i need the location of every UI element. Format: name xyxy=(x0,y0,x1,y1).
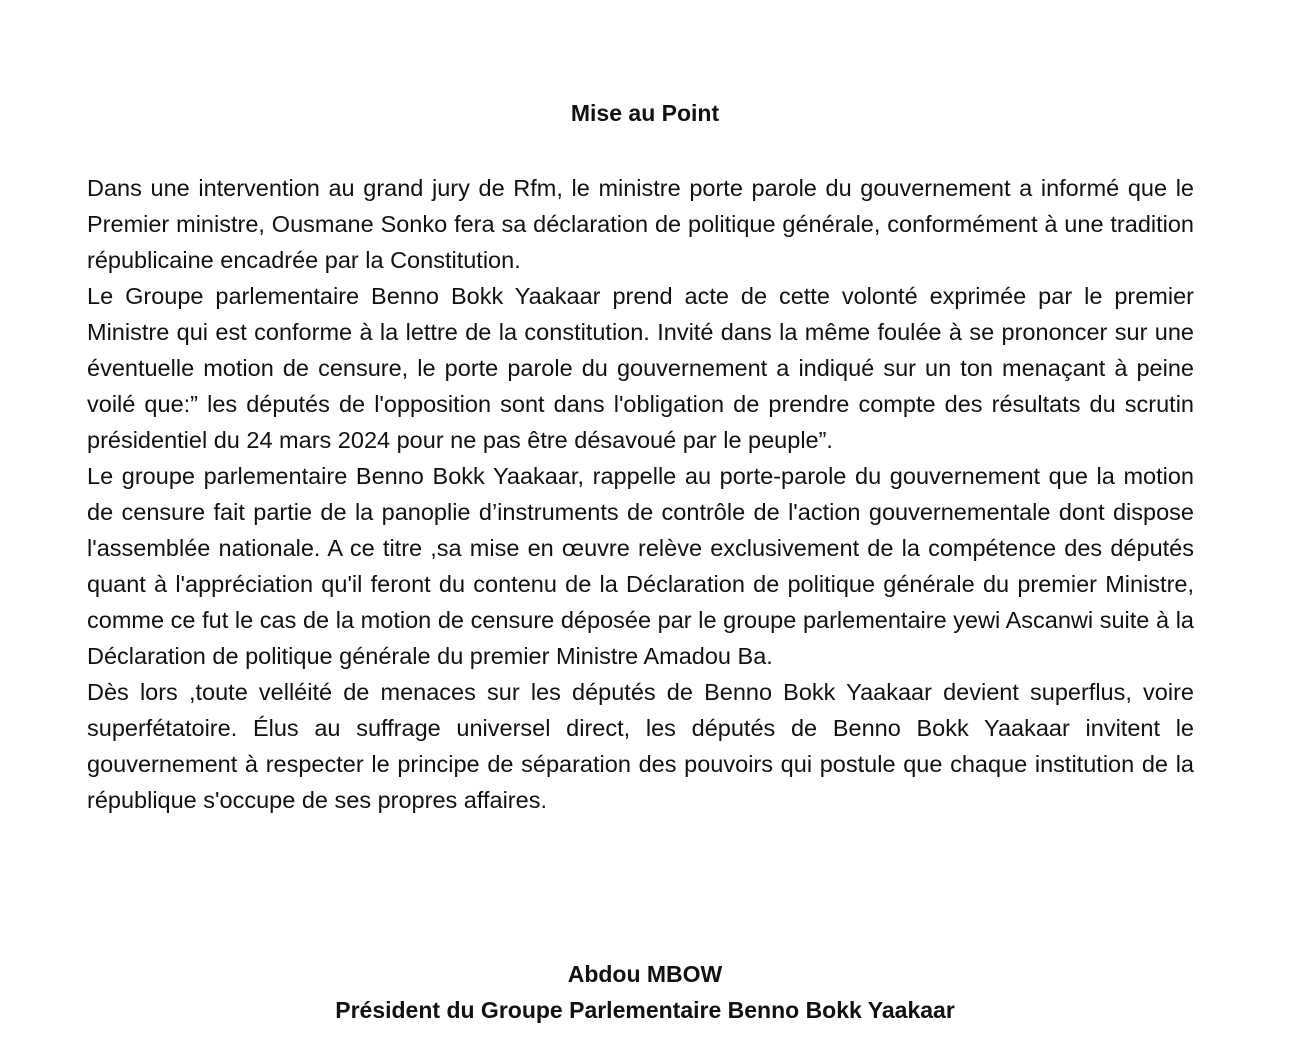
paragraph: Le groupe parlementaire Benno Bokk Yaakaar, rappelle au porte-parole du gouvernement que la motion de censure fait partie de la panoplie d’instruments de contrôle de l'action gouvernementale dont dispose l'assemblée nationale. A ce titre ,sa mise en œuvre relève exclusivement de la compétence des députés quant à l'appréciation qu'il feront du contenu de la Déclaration de politique générale du premier Ministre, comme ce fut le cas de la motion de censure déposée par le groupe parlementaire yewi Ascanwi suite à la Déclaration de politique générale du premier Ministre Amadou Ba. xyxy=(87,463,1194,669)
paragraph: Dès lors ,toute velléité de menaces sur les députés de Benno Bokk Yaakaar devient superflus, voire superfétatoire. Élus au suffrage universel direct, les députés de Benno Bokk Yaakaar invitent le gouvernement à respecter le principe de séparation des pouvoirs qui postule que chaque institution de la république s'occupe de ses propres affaires. xyxy=(87,679,1194,813)
paragraph: Le Groupe parlementaire Benno Bokk Yaakaar prend acte de cette volonté exprimée par le premier Ministre qui est conforme à la lettre de la constitution. Invité dans la même foulée à se prononcer sur une éventuelle motion de censure, le porte parole du gouvernement a indiqué sur un ton menaçant à peine voilé que:” les députés de l'opposition sont dans l'obligation de prendre compte des résultats du scrutin présidentiel du 24 mars 2024 pour ne pas être désavoué par le peuple”. xyxy=(87,283,1194,453)
signatory-name: Abdou MBOW xyxy=(567,961,723,987)
paragraph: Dans une intervention au grand jury de Rfm, le ministre porte parole du gouvernement a informé que le Premier ministre, Ousmane Sonko fera sa déclaration de politique générale, conformément à une tradition républicaine encadrée par la Constitution. xyxy=(87,175,1194,273)
signatory-role: Président du Groupe Parlementaire Benno Bokk Yaakaar xyxy=(335,997,955,1023)
document-title: Mise au Point xyxy=(570,100,720,126)
document-body xyxy=(87,170,1194,818)
signature-block xyxy=(0,956,1290,1028)
